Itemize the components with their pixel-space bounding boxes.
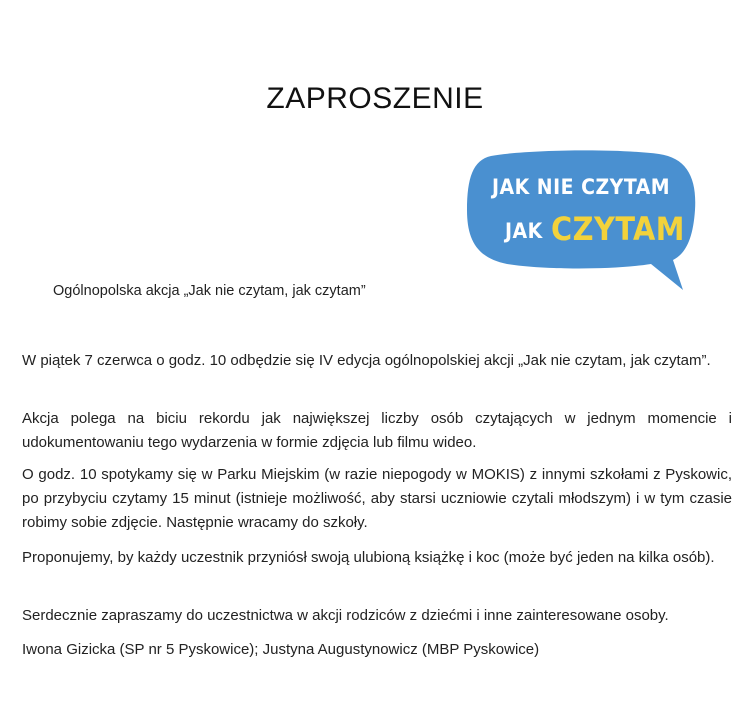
logo-line-2-small: JAK (505, 219, 543, 243)
campaign-logo (463, 148, 699, 293)
logo-line-2-big: CZYTAM (551, 210, 685, 248)
paragraph-items: Proponujemy, by każdy uczestnik przyniósł swoją ulubioną książkę i koc (może być jeden na kilka osób). (22, 549, 715, 566)
paragraph-date: W piątek 7 czerwca o godz. 10 odbędzie się IV edycja ogólnopolskiej akcji „Jak nie czytam, jak czytam”. (22, 352, 711, 369)
speech-bubble-logo (463, 148, 699, 293)
event-subtitle: Ogólnopolska akcja „Jak nie czytam, jak czytam” (53, 283, 366, 299)
paragraph-description: Akcja polega na biciu rekordu jak największej liczby osób czytających w jednym momencie i udokumentowaniu tego wydarzenia w formie zdjęcia lub filmu wideo. (22, 410, 732, 451)
page-title: ZAPROSZENIE (266, 82, 484, 115)
logo-line-1: JAK NIE CZYTAM (491, 175, 671, 199)
paragraph-schedule: O godz. 10 spotykamy się w Parku Miejskim (w razie niepogody w MOKIS) z innymi szkołami z Pyskowic, po przybyciu czytamy 15 minut (istnieje możliwość, aby starsi uczniowie czytali młodszym) i w tym czasie robimy sobie zdjęcie. Następnie wracamy do szkoły. (22, 466, 732, 531)
paragraph-invitation: Serdecznie zapraszamy do uczestnictwa w akcji rodziców z dziećmi i inne zainteresowane osoby. (22, 607, 669, 624)
signature: Iwona Gizicka (SP nr 5 Pyskowice); Justyna Augustynowicz (MBP Pyskowice) (22, 641, 540, 658)
